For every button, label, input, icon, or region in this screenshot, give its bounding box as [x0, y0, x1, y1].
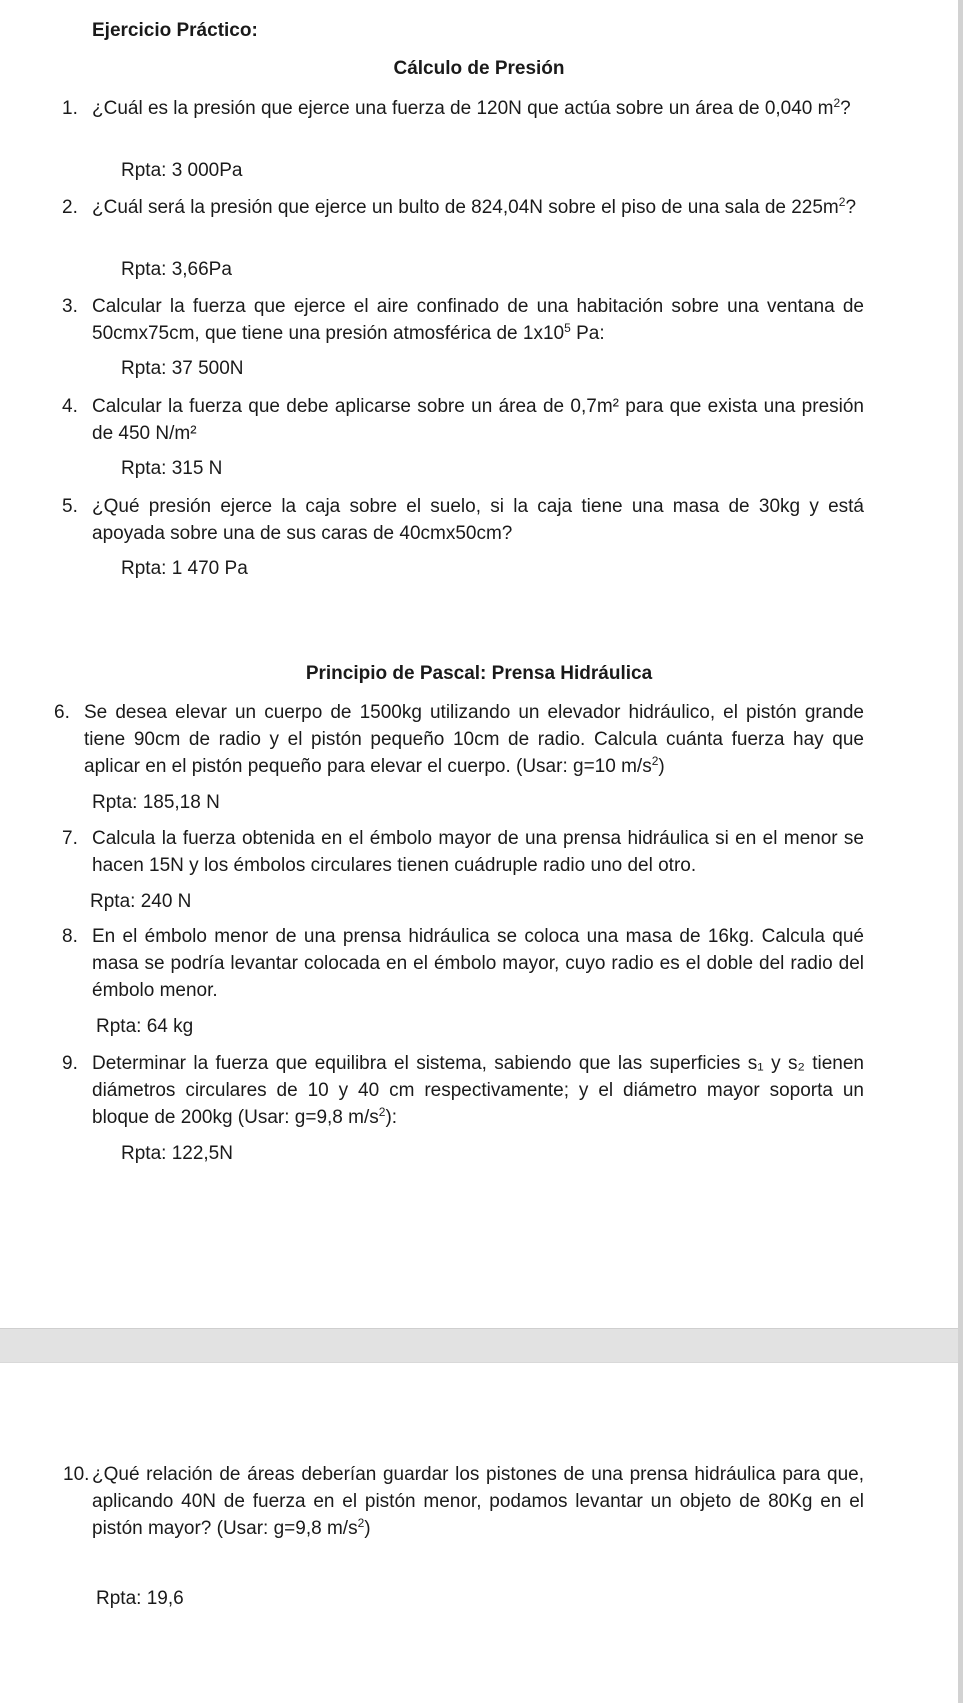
exercise-4-answer: Rpta: 315 N	[121, 458, 223, 479]
exercise-question: ¿Cuál es la presión que ejerce una fuerza de 120N que actúa sobre un área de 0,040 $m^2$?	[92, 96, 851, 119]
section-title-presion: Cálculo de Presión	[393, 58, 565, 79]
exercise-number: 3.	[62, 296, 78, 317]
exercise-10	[63, 1461, 864, 1542]
exercise-5	[62, 493, 864, 547]
exercise-6	[54, 699, 864, 780]
exercise-1	[62, 95, 864, 122]
exercise-question: ¿Cuál será la presión que ejerce un bulto de 824,04N sobre el piso de una sala de $225m^2$?	[92, 195, 857, 218]
exercise-number: 2.	[62, 197, 78, 218]
exercise-question: ¿Qué presión ejerce la caja sobre el suelo, si la caja tiene una masa de 30kg y está apoyada sobre una de sus caras de 40cmx50cm?	[92, 496, 864, 544]
exercise-7-answer: Rpta: 240 N	[90, 891, 192, 912]
exercise-number: 8.	[62, 926, 78, 947]
exercise-5-answer: Rpta: 1 470 Pa	[121, 558, 248, 579]
exercise-question: Determinar la fuerza que equilibra el sistema, sabiendo que las superficies s₁ y s₂ tienen diámetros circulares de 10 y 40 cm respectivamente; y el diámetro mayor soporta un bloque de 200kg (Usar: g=9,8 $m/s^2$):	[92, 1053, 864, 1128]
exercise-6-answer: Rpta: 185,18 N	[92, 792, 220, 813]
document-title: Ejercicio Práctico:	[92, 20, 258, 41]
exercise-number: 7.	[62, 828, 78, 849]
exercise-2	[62, 194, 864, 221]
exercise-1-answer: Rpta: 3 000Pa	[121, 160, 243, 181]
exercise-question: Calcula la fuerza obtenida en el émbolo mayor de una prensa hidráulica si en el menor se hacen 15N y los émbolos circulares tienen cuádruple radio uno del otro.	[92, 828, 864, 876]
exercise-number: 6.	[54, 702, 70, 723]
exercise-number: 1.	[62, 98, 78, 119]
exercise-question: ¿Qué relación de áreas deberían guardar los pistones de una prensa hidráulica para que, aplicando 40N de fuerza en el pistón menor, podamos levantar un objeto de 80Kg en el pistón mayor? (Usar: g=9,8 $m/s^2$)	[92, 1464, 864, 1539]
exercise-question: Calcular la fuerza que debe aplicarse sobre un área de 0,7m² para que exista una presión de 450 N/m²	[92, 396, 864, 444]
exercise-8	[62, 923, 864, 1004]
exercise-question: Calcular la fuerza que ejerce el aire confinado de una habitación sobre una ventana de 50cmx75cm, que tiene una presión atmosférica de $1x10^5$ Pa:	[92, 296, 864, 344]
exercise-3-answer: Rpta: 37 500N	[121, 358, 244, 379]
exercise-10-answer: Rpta: 19,6	[96, 1588, 184, 1609]
exercise-4	[62, 393, 864, 447]
exercise-2-answer: Rpta: 3,66Pa	[121, 259, 232, 280]
exercise-question: En el émbolo menor de una prensa hidráulica se coloca una masa de 16kg. Calcula qué masa se podría levantar colocada en el émbolo mayor, cuyo radio es el doble del radio del émbolo menor.	[92, 926, 864, 1001]
exercise-8-answer: Rpta: 64 kg	[96, 1016, 194, 1037]
exercise-3	[62, 293, 864, 347]
exercise-9	[62, 1050, 864, 1131]
exercise-number: 9.	[62, 1053, 78, 1074]
section-title-pascal: Principio de Pascal: Prensa Hidráulica	[305, 663, 653, 684]
exercise-number: 10.	[63, 1464, 90, 1485]
exercise-number: 5.	[62, 496, 78, 517]
page-separator	[0, 1328, 958, 1363]
exercise-7	[62, 825, 864, 879]
exercise-number: 4.	[62, 396, 78, 417]
page-edge-shadow	[958, 0, 963, 1703]
document-page-2	[0, 1363, 958, 1703]
exercise-question: Se desea elevar un cuerpo de 1500kg utilizando un elevador hidráulico, el pistón grande tiene 90cm de radio y el pistón pequeño 10cm de radio. Calcula cuánta fuerza hay que aplicar en el pistón pequeño para elevar el cuerpo. (Usar: g=10 $m/s^2$)	[84, 702, 864, 777]
exercise-9-answer: Rpta: 122,5N	[121, 1143, 233, 1164]
